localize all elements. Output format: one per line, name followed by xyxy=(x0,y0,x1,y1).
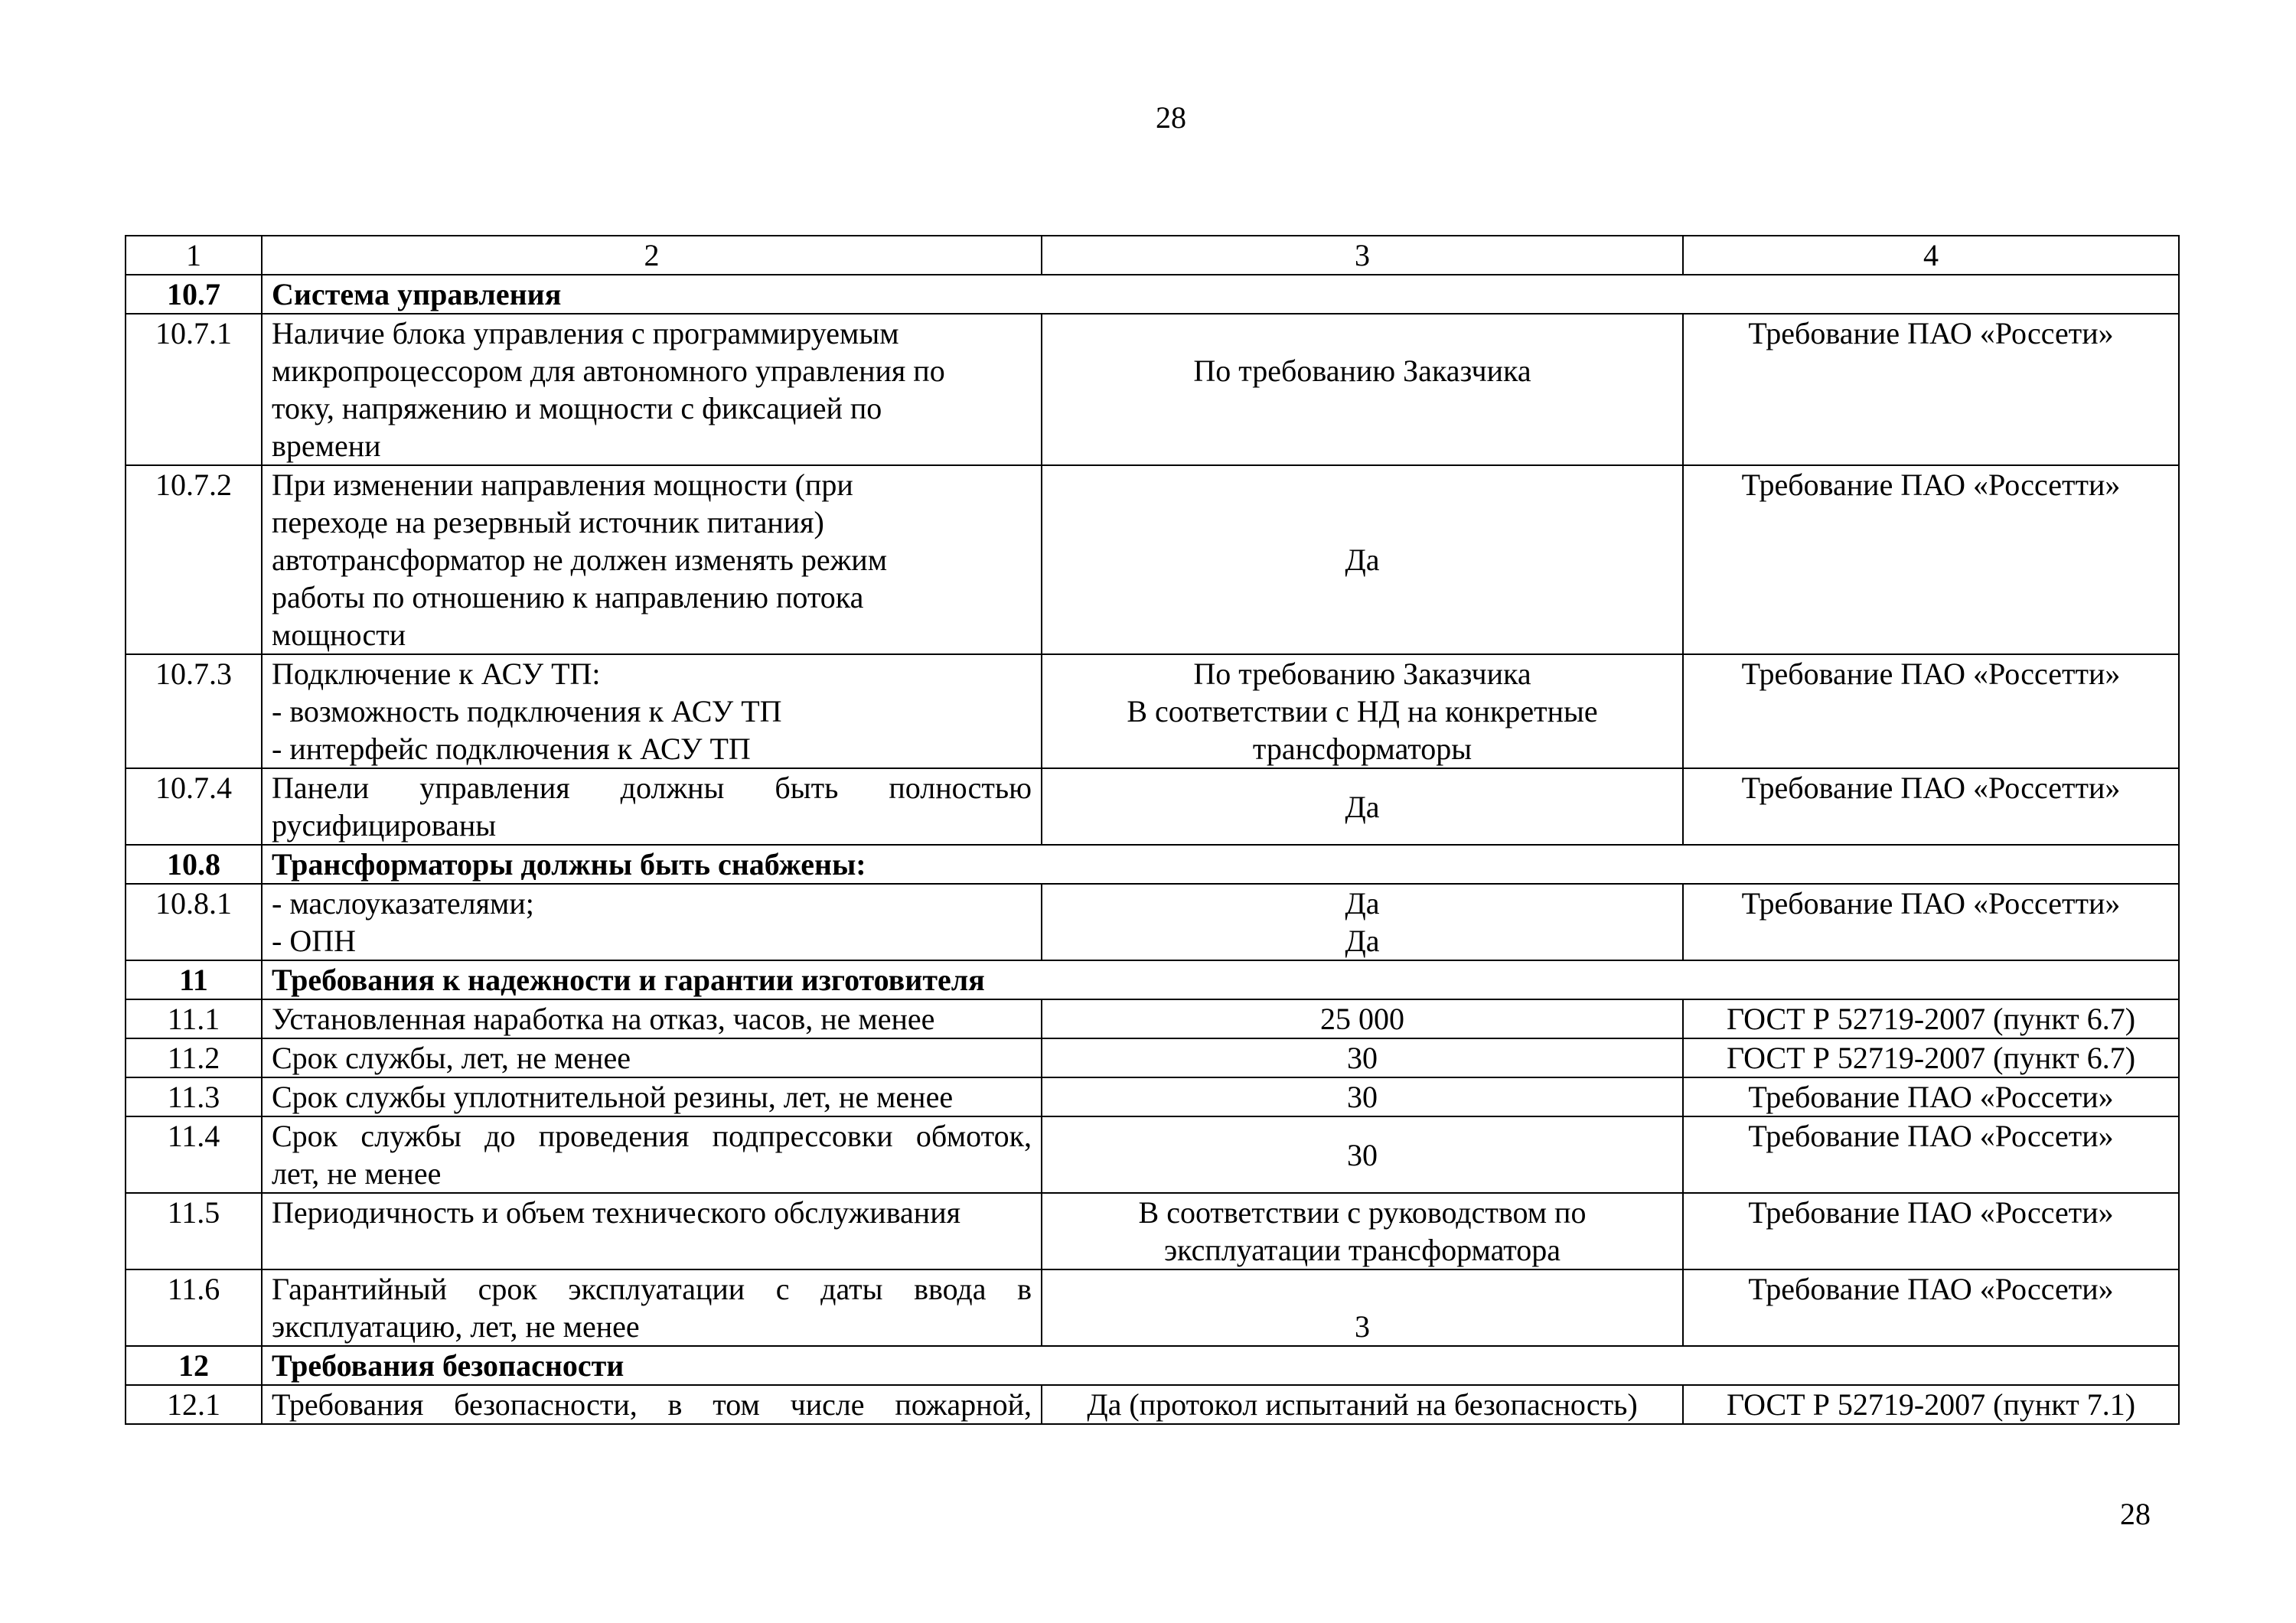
item-number: 11.4 xyxy=(126,1116,262,1193)
item-value: 30 xyxy=(1042,1116,1683,1193)
item-reference: Требование ПАО «Россети» xyxy=(1683,1193,2179,1269)
item-reference: ГОСТ Р 52719-2007 (пункт 6.7) xyxy=(1683,1038,2179,1077)
item-number: 11.3 xyxy=(126,1077,262,1116)
header-col-1: 1 xyxy=(126,236,262,275)
table-row xyxy=(126,1385,2179,1424)
header-col-3: 3 xyxy=(1042,236,1683,275)
page-number-bottom: 28 xyxy=(2120,1497,2151,1531)
item-number: 10.7.1 xyxy=(126,314,262,465)
table-row xyxy=(126,1077,2179,1116)
section-number: 12 xyxy=(126,1346,262,1385)
item-reference: Требование ПАО «Россетти» xyxy=(1683,654,2179,768)
item-reference: ГОСТ Р 52719-2007 (пункт 6.7) xyxy=(1683,999,2179,1038)
item-number: 10.8.1 xyxy=(126,884,262,960)
item-number: 10.7.4 xyxy=(126,768,262,845)
item-reference: Требование ПАО «Россети» xyxy=(1683,314,2179,465)
section-title: Система управления xyxy=(262,275,2179,314)
item-reference: Требование ПАО «Россетти» xyxy=(1683,884,2179,960)
section-title: Требования безопасности xyxy=(262,1346,2179,1385)
item-reference: Требование ПАО «Россетти» xyxy=(1683,465,2179,654)
table-row xyxy=(126,1116,2179,1193)
item-value: Да (протокол испытаний на безопасность) xyxy=(1042,1385,1683,1424)
item-description: - маслоуказателями; - ОПН xyxy=(262,884,1042,960)
item-value: По требованию Заказчика xyxy=(1042,314,1683,465)
item-number: 11.6 xyxy=(126,1269,262,1346)
item-description: Срок службы, лет, не менее xyxy=(262,1038,1042,1077)
item-number: 10.7.3 xyxy=(126,654,262,768)
item-reference: Требование ПАО «Россети» xyxy=(1683,1077,2179,1116)
item-description: Подключение к АСУ ТП: - возможность подключения к АСУ ТП - интерфейс подключения к АСУ ТП xyxy=(262,654,1042,768)
item-value: В соответствии с руководством по эксплуатации трансформатора xyxy=(1042,1193,1683,1269)
table-row xyxy=(126,314,2179,465)
item-value: 30 xyxy=(1042,1077,1683,1116)
item-description: Наличие блока управления с программируемым микропроцессором для автономного управления по току, напряжению и мощности с фиксацией по времени xyxy=(262,314,1042,465)
item-value: 30 xyxy=(1042,1038,1683,1077)
item-value: Да Да xyxy=(1042,884,1683,960)
section-row xyxy=(126,960,2179,999)
item-description: Требования безопасности, в том числе пожарной, xyxy=(262,1385,1042,1424)
page-number-top: 28 xyxy=(1156,100,1186,135)
section-number: 11 xyxy=(126,960,262,999)
table-row xyxy=(126,654,2179,768)
item-value: Да xyxy=(1042,768,1683,845)
requirements-table xyxy=(125,235,2180,1425)
item-reference: Требование ПАО «Россети» xyxy=(1683,1116,2179,1193)
item-description: При изменении направления мощности (при переходе на резервный источник питания) автотрансформатор не должен изменять режим работы по отношению к направлению потока мощности xyxy=(262,465,1042,654)
table-row xyxy=(126,465,2179,654)
table-row xyxy=(126,1193,2179,1269)
item-description: Гарантийный срок эксплуатации с даты ввода в эксплуатацию, лет, не менее xyxy=(262,1269,1042,1346)
table-row xyxy=(126,884,2179,960)
item-reference: ГОСТ Р 52719-2007 (пункт 7.1) xyxy=(1683,1385,2179,1424)
item-value: 3 xyxy=(1042,1269,1683,1346)
item-value: Да xyxy=(1042,465,1683,654)
item-number: 10.7.2 xyxy=(126,465,262,654)
item-description: Срок службы до проведения подпрессовки обмоток, лет, не менее xyxy=(262,1116,1042,1193)
item-number: 12.1 xyxy=(126,1385,262,1424)
item-description: Срок службы уплотнительной резины, лет, не менее xyxy=(262,1077,1042,1116)
section-title: Трансформаторы должны быть снабжены: xyxy=(262,845,2179,884)
header-col-2: 2 xyxy=(262,236,1042,275)
item-reference: Требование ПАО «Россетти» xyxy=(1683,768,2179,845)
item-description: Установленная наработка на отказ, часов, не менее xyxy=(262,999,1042,1038)
header-col-4: 4 xyxy=(1683,236,2179,275)
table-row xyxy=(126,768,2179,845)
item-description: Панели управления должны быть полностью русифицированы xyxy=(262,768,1042,845)
section-row xyxy=(126,1346,2179,1385)
section-title: Требования к надежности и гарантии изготовителя xyxy=(262,960,2179,999)
section-row xyxy=(126,275,2179,314)
item-number: 11.1 xyxy=(126,999,262,1038)
table-row xyxy=(126,1269,2179,1346)
section-row xyxy=(126,845,2179,884)
item-reference: Требование ПАО «Россети» xyxy=(1683,1269,2179,1346)
table-row xyxy=(126,1038,2179,1077)
section-number: 10.7 xyxy=(126,275,262,314)
item-value: 25 000 xyxy=(1042,999,1683,1038)
table-row xyxy=(126,999,2179,1038)
item-number: 11.2 xyxy=(126,1038,262,1077)
item-number: 11.5 xyxy=(126,1193,262,1269)
item-value: По требованию Заказчика В соответствии с НД на конкретные трансформаторы xyxy=(1042,654,1683,768)
table-header-row xyxy=(126,236,2179,275)
item-description: Периодичность и объем технического обслуживания xyxy=(262,1193,1042,1269)
section-number: 10.8 xyxy=(126,845,262,884)
